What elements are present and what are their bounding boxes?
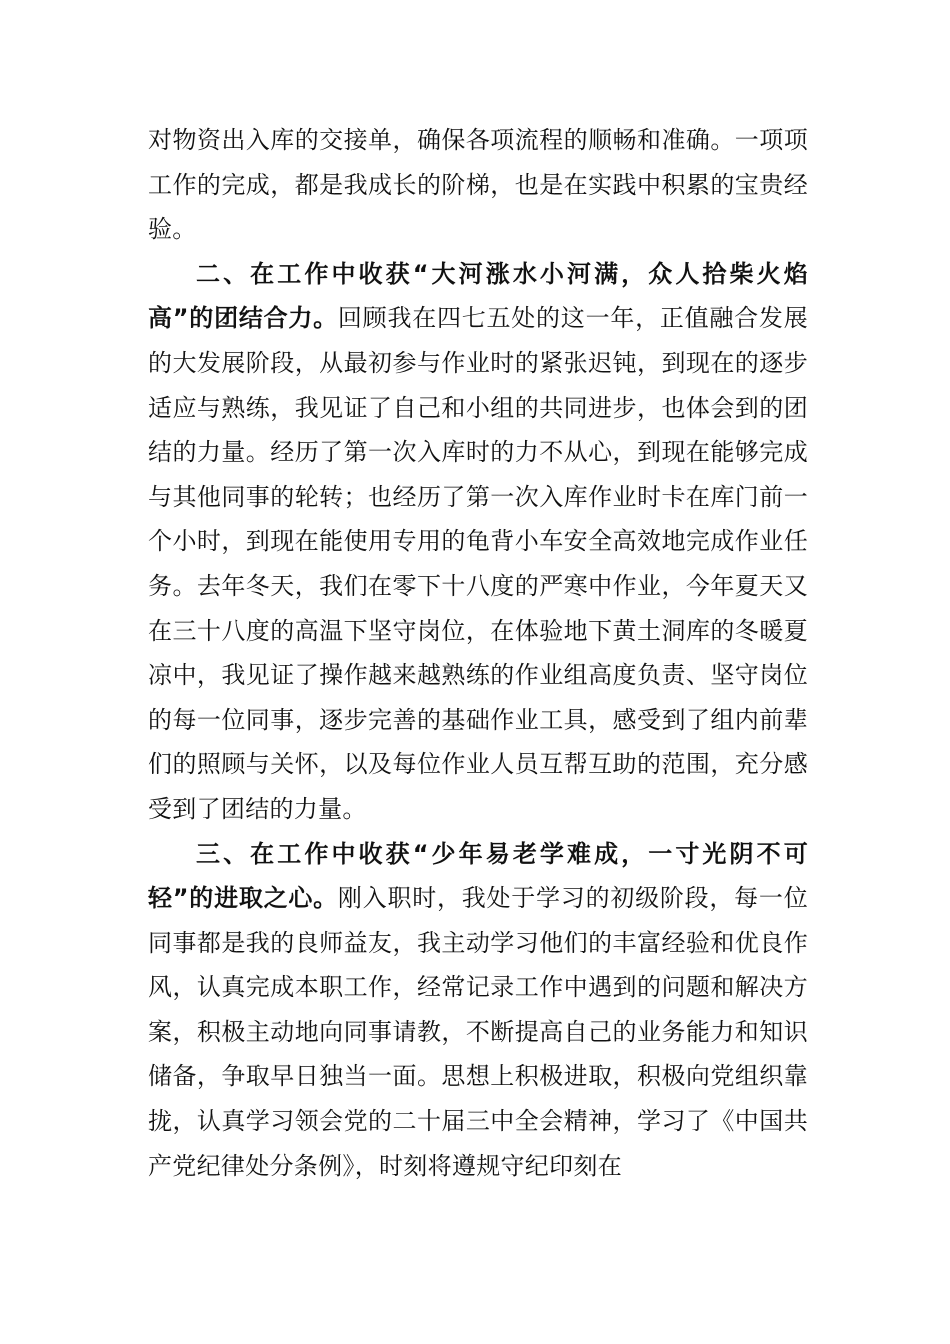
section-three-heading: 三、在工作中收获“少年易老学难成，一寸光阴不可轻”的进取之心。 (148, 839, 808, 913)
paragraph-text: 对物资出入库的交接单，确保各项流程的顺畅和准确。一项项工作的完成，都是我成长的阶梯，也是在实践中积累的宝贵经验。 (148, 126, 808, 244)
section-three-body: 刚入职时，我处于学习的初级阶段，每一位同事都是我的良师益友，我主动学习他们的丰富经验和优良作风，认真完成本职工作，经常记录工作中遇到的问题和解决方案，积极主动地向同事请教，不断提高自己的业务能力和知识储备，争取早日独当一面。思想上积极进取，积极向党组织靠拢，认真学习领会党的二十届三中全会精神，学习了《中国共产党纪律处分条例》，时刻将遵规守纪印刻在 (148, 884, 808, 1180)
section-two-heading: 二、在工作中收获“大河涨水小河满，众人拾柴火焰高”的团结合力。 (148, 259, 808, 333)
document-page (148, 118, 808, 1188)
paragraph-section-three (148, 832, 808, 1189)
paragraph-section-two (148, 252, 808, 832)
section-two-body: 回顾我在四七五处的这一年，正值融合发展的大发展阶段，从最初参与作业时的紧张迟钝，到现在的逐步适应与熟练，我见证了自己和小组的共同进步，也体会到的团结的力量。经历了第一次入库时的力不从心，到现在能够完成与其他同事的轮转；也经历了第一次入库作业时卡在库门前一个小时，到现在能使用专用的龟背小车安全高效地完成作业任务。去年冬天，我们在零下十八度的严寒中作业，今年夏天又在三十八度的高温下坚守岗位，在体验地下黄土洞库的冬暖夏凉中，我见证了操作越来越熟练的作业组高度负责、坚守岗位的每一位同事，逐步完善的基础作业工具，感受到了组内前辈们的照顾与关怀，以及每位作业人员互帮互助的范围，充分感受到了团结的力量。 (148, 304, 808, 823)
paragraph-continuation (148, 118, 808, 252)
